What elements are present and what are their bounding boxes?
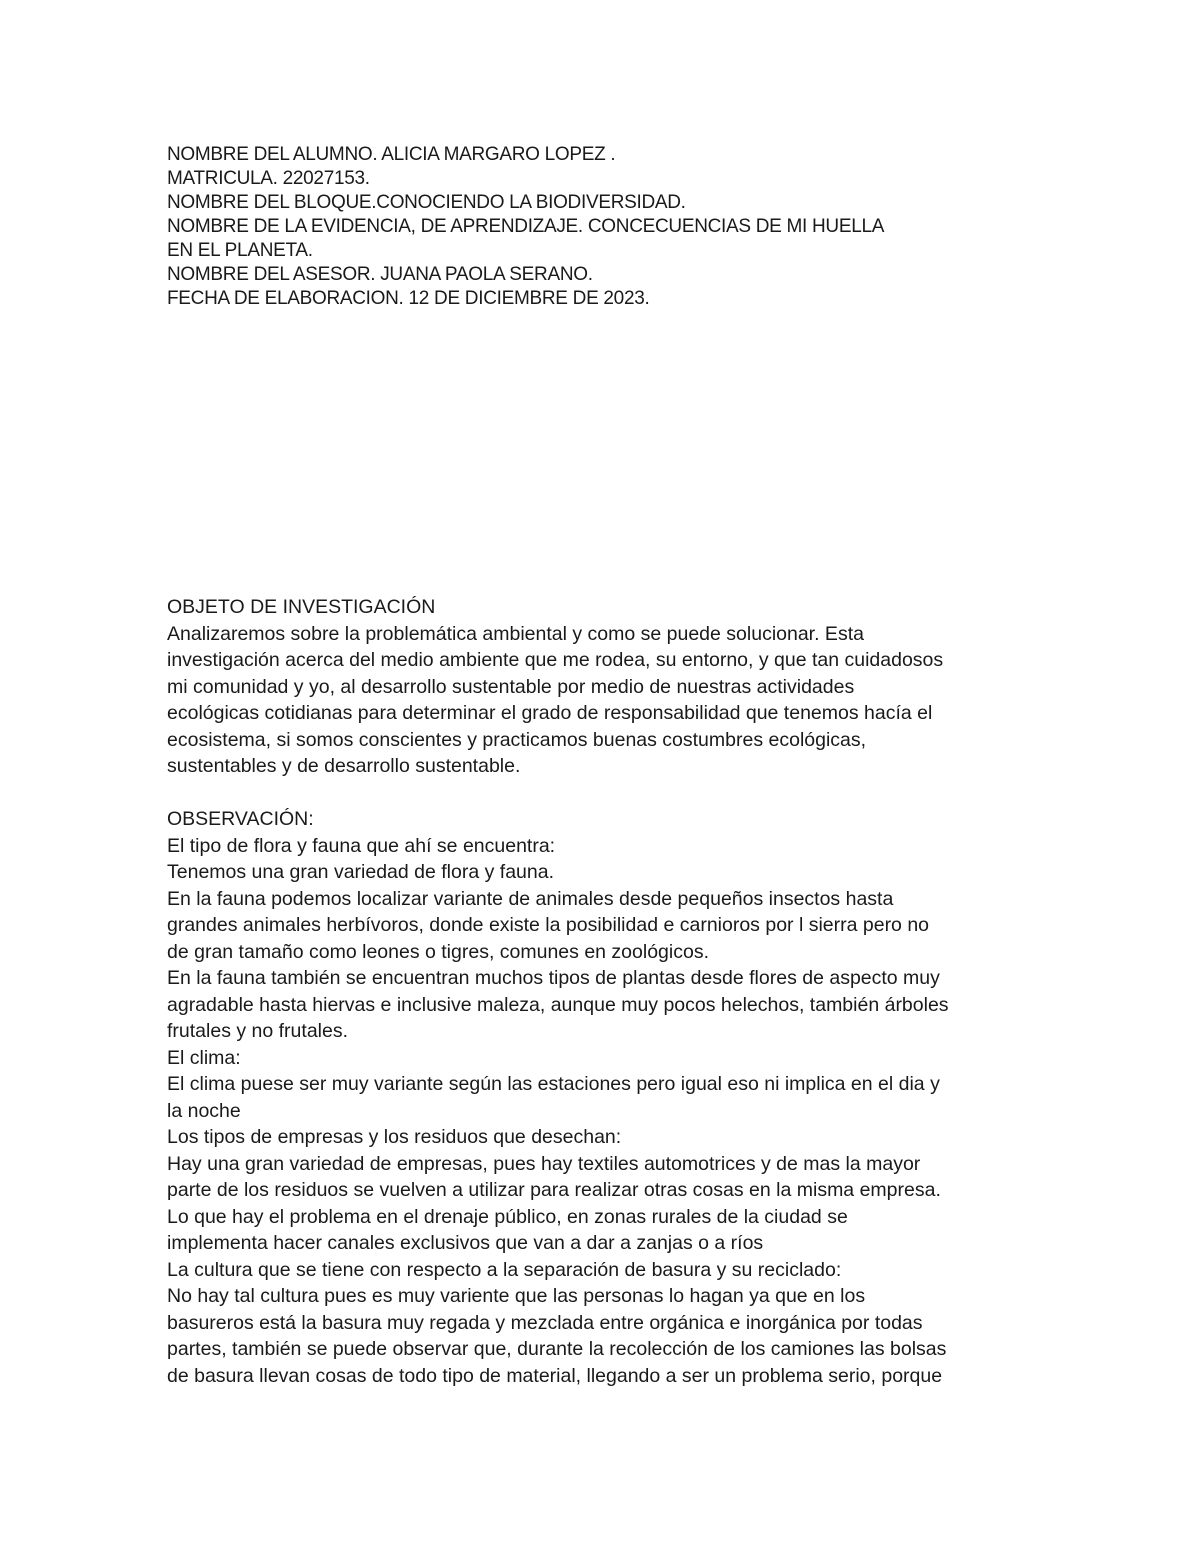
observacion-line: El tipo de flora y fauna que ahí se encuentra: (167, 834, 556, 857)
observacion-heading: OBSERVACIÓN: (167, 808, 314, 830)
observacion-line: Lo que hay el problema en el drenaje público, en zonas rurales de la ciudad se (167, 1205, 848, 1228)
observacion-line: Los tipos de empresas y los residuos que desechan: (167, 1126, 622, 1148)
objeto-paragraph-line: investigación acerca del medio ambiente que me rodea, su entorno, y que tan cuidadosos (167, 649, 944, 671)
objeto-paragraph-line: ecosistema, si somos conscientes y practicamos buenas costumbres ecológicas, (167, 728, 867, 751)
paragraph-spacer (167, 780, 1047, 807)
observacion-line: El clima puese ser muy variante según las estaciones pero igual eso ni implica en el dia y (167, 1073, 940, 1095)
observacion-line: No hay tal cultura pues es muy variente que las personas lo hagan ya que en los (167, 1285, 866, 1307)
observacion-line: El clima: (167, 1046, 241, 1069)
observacion-line: Tenemos una gran variedad de flora y fauna. (167, 861, 555, 883)
student-info-header (167, 143, 1047, 311)
observacion-line: parte de los residuos se vuelven a utilizar para realizar otras cosas en la misma empresa. (167, 1179, 941, 1201)
observacion-line: La cultura que se tiene con respecto a la separación de basura y su reciclado: (167, 1258, 842, 1281)
observacion-line: la noche (167, 1099, 241, 1122)
objeto-paragraph-line: Analizaremos sobre la problemática ambiental y como se puede solucionar. Esta (167, 622, 864, 645)
observacion-line: Hay una gran variedad de empresas, pues hay textiles automotrices y de mas la mayor (167, 1152, 921, 1175)
evidence-name-line: NOMBRE DE LA EVIDENCIA, DE APRENDIZAJE. CONCECUENCIAS DE MI HUELLA (167, 216, 885, 237)
objeto-paragraph-line: mi comunidad y yo, al desarrollo sustentable por medio de nuestras actividades (167, 675, 855, 698)
observacion-line: agradable hasta hiervas e inclusive maleza, aunque muy pocos helechos, también árboles (167, 993, 949, 1016)
enrollment-line: MATRICULA. 22027153. (167, 168, 370, 189)
observacion-line: grandes animales herbívoros, donde existe la posibilidad e carnioros por l sierra pero no (167, 914, 930, 936)
observacion-line: partes, también se puede observar que, durante la recolección de los camiones las bolsas (167, 1338, 947, 1360)
evidence-name-line-cont: EN EL PLANETA. (167, 240, 313, 261)
student-name-line: NOMBRE DEL ALUMNO. ALICIA MARGARO LOPEZ . (167, 144, 616, 165)
block-name-line: NOMBRE DEL BLOQUE.CONOCIENDO LA BIODIVERSIDAD. (167, 192, 686, 213)
observacion-line: frutales y no frutales. (167, 1020, 349, 1042)
observacion-line: de basura llevan cosas de todo tipo de material, llegando a ser un problema serio, porque (167, 1364, 943, 1387)
objeto-heading: OBJETO DE INVESTIGACIÓN (167, 596, 436, 618)
advisor-name-line: NOMBRE DEL ASESOR. JUANA PAOLA SERANO. (167, 264, 593, 285)
observacion-line: En la fauna podemos localizar variante de animales desde pequeños insectos hasta (167, 887, 894, 910)
objeto-paragraph-line: ecológicas cotidianas para determinar el grado de responsabilidad que tenemos hacía el (167, 702, 933, 724)
document-body (167, 594, 1047, 1389)
observacion-line: de gran tamaño como leones o tigres, comunes en zoológicos. (167, 940, 709, 963)
observacion-line: basureros está la basura muy regada y mezclada entre orgánica e inorgánica por todas (167, 1311, 923, 1334)
observacion-line: En la fauna también se encuentran muchos tipos de plantas desde flores de aspecto muy (167, 967, 940, 989)
elaboration-date-line: FECHA DE ELABORACION. 12 DE DICIEMBRE DE 2023. (167, 288, 650, 309)
objeto-paragraph-line: sustentables y de desarrollo sustentable. (167, 755, 521, 777)
observacion-line: implementa hacer canales exclusivos que van a dar a zanjas o a ríos (167, 1232, 764, 1254)
